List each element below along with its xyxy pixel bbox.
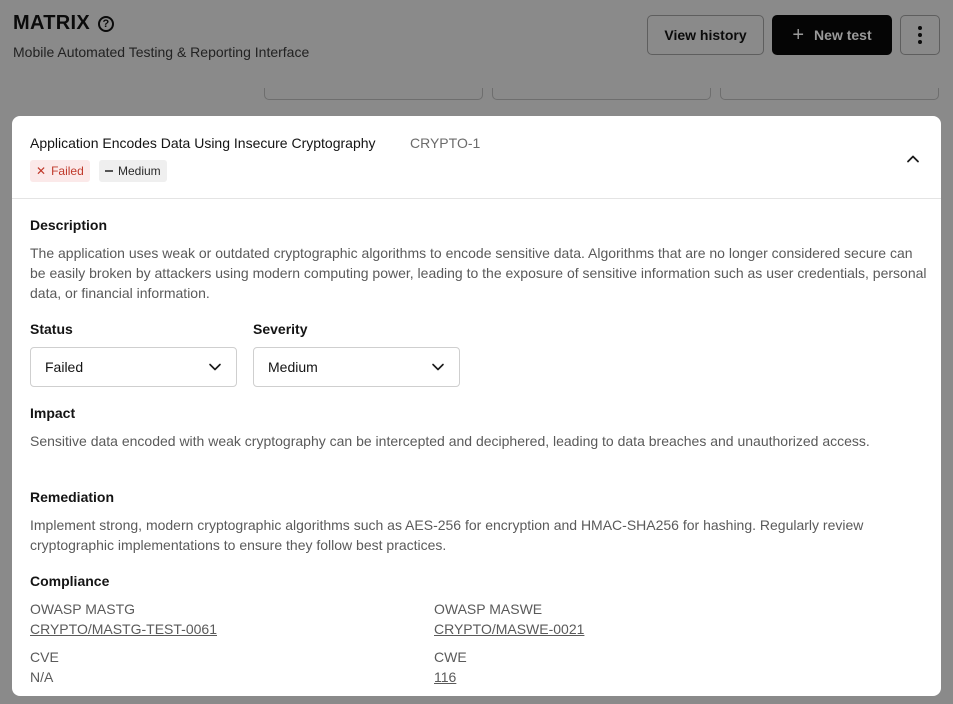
chevron-down-icon: [208, 360, 222, 374]
background-card: [720, 88, 939, 100]
description-text: The application uses weak or outdated cryptographic algorithms to encode sensitive data. Algorithms that are no longer considered secure can be easily broken by attackers using modern computing power, leading to the exposure of sensitive information such as user credentials, personal data, or financial information.: [30, 245, 927, 301]
cwe-label: CWE: [434, 649, 467, 665]
close-icon: ✕: [36, 164, 47, 178]
severity-select[interactable]: [253, 347, 460, 387]
collapse-button[interactable]: [902, 148, 924, 170]
maswe-link[interactable]: CRYPTO/MASWE-0021: [434, 621, 585, 637]
status-select[interactable]: [30, 347, 237, 387]
description-heading: Description: [30, 217, 108, 233]
finding-code: CRYPTO-1: [410, 135, 481, 151]
impact-text: Sensitive data encoded with weak cryptography can be intercepted and deciphered, leading to data breaches and unauthorized access.: [30, 433, 870, 449]
help-icon[interactable]: ?: [98, 16, 114, 32]
severity-badge-label: Medium: [118, 164, 161, 178]
view-history-button[interactable]: View history: [647, 15, 764, 55]
status-badge-label: Failed: [51, 164, 84, 178]
app-header: [0, 0, 953, 100]
new-test-label: New test: [814, 27, 872, 43]
background-card: [264, 88, 483, 100]
cwe-link[interactable]: 116: [434, 669, 457, 685]
app-subtitle: Mobile Automated Testing & Reporting Interface: [13, 44, 310, 60]
more-options-button[interactable]: [900, 15, 940, 55]
more-vertical-icon-dot: [918, 26, 922, 30]
severity-label: Severity: [253, 321, 308, 337]
mastg-link[interactable]: CRYPTO/MASTG-TEST-0061: [30, 621, 217, 637]
plus-icon: +: [792, 24, 805, 46]
status-label: Status: [30, 321, 73, 337]
finding-detail-panel: [12, 116, 941, 696]
chevron-up-icon: [906, 152, 920, 166]
compliance-heading: Compliance: [30, 573, 110, 589]
mastg-label: OWASP MASTG: [30, 601, 136, 617]
new-test-button[interactable]: [772, 15, 892, 55]
impact-heading: Impact: [30, 405, 76, 421]
minus-icon: [105, 170, 113, 172]
chevron-down-icon: [431, 360, 445, 374]
severity-badge: [99, 160, 167, 182]
severity-select-value: Medium: [268, 359, 318, 375]
remediation-heading: Remediation: [30, 489, 115, 505]
app-title: MATRIX: [13, 12, 90, 34]
more-vertical-icon-dot: [918, 33, 922, 37]
cve-label: CVE: [30, 649, 59, 665]
finding-header[interactable]: [12, 116, 941, 199]
background-card: [492, 88, 711, 100]
finding-title: Application Encodes Data Using Insecure Cryptography: [30, 135, 376, 151]
app-title-container: [13, 12, 114, 35]
cve-value: N/A: [30, 669, 54, 685]
status-badge: [30, 160, 90, 182]
more-vertical-icon-dot: [918, 40, 922, 44]
maswe-label: OWASP MASWE: [434, 601, 543, 617]
remediation-text: Implement strong, modern cryptographic algorithms such as AES-256 for encryption and HMAC-SHA256 for hashing. Regularly review cryptographic implementations to ensure they follow best practices.: [30, 517, 864, 553]
status-select-value: Failed: [45, 359, 84, 375]
